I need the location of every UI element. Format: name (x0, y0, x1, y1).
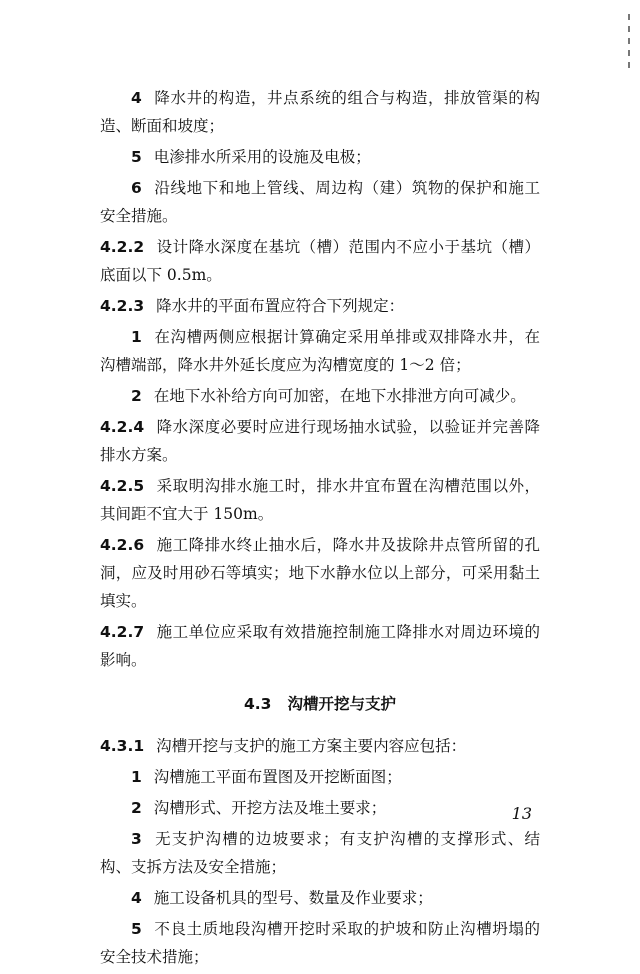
item-number: 3 (131, 830, 142, 848)
list-item (100, 382, 540, 410)
clause-number: 4.2.2 (100, 238, 145, 256)
paragraph-text: 施工设备机具的型号、数量及作业要求； (153, 889, 433, 907)
paragraph-text: 无支护沟槽的边坡要求；有支护沟槽的支撑形式、结构、支拆方法及安全措施； (100, 830, 540, 876)
clause-number: 4.2.3 (100, 297, 145, 315)
text-column (100, 84, 540, 974)
paragraph-text: 电渗排水所采用的设施及电极； (153, 148, 371, 166)
paragraph-text: 在沟槽两侧应根据计算确定采用单排或双排降水井，在沟槽端部，降水井外延长度应为沟槽宽度的 1～2 倍； (100, 328, 540, 374)
item-number: 2 (131, 387, 142, 405)
item-number: 2 (131, 799, 142, 817)
clause-paragraph (100, 618, 540, 674)
list-item (100, 143, 540, 171)
section-heading (100, 692, 540, 716)
paragraph-text: 不良土质地段沟槽开挖时采取的护坡和防止沟槽坍塌的安全技术措施； (100, 920, 540, 966)
paragraph-text: 降水深度必要时应进行现场抽水试验，以验证并完善降排水方案。 (100, 418, 540, 464)
clause-number: 4.2.4 (100, 418, 145, 436)
clause-number: 4.3.1 (100, 737, 145, 755)
paragraph-text: 施工降排水终止抽水后，降水井及拔除井点管所留的孔洞，应及时用砂石等填实；地下水静水位以上部分，可采用黏土填实。 (100, 536, 540, 610)
list-item (100, 915, 540, 971)
item-number: 1 (131, 768, 142, 786)
clause-paragraph (100, 531, 540, 615)
paragraph-text: 设计降水深度在基坑（槽）范围内不应小于基坑（槽）底面以下 0.5m。 (100, 238, 540, 284)
item-number: 4 (131, 889, 142, 907)
paragraph-text: 降水井的平面布置应符合下列规定： (156, 297, 405, 315)
paragraph-text: 降水井的构造，井点系统的组合与构造，排放管渠的构造、断面和坡度； (100, 89, 540, 135)
clause-paragraph (100, 292, 540, 320)
clause-paragraph (100, 472, 540, 528)
paragraph-text: 沟槽施工平面布置图及开挖断面图； (153, 768, 402, 786)
paragraph-text: 沟槽开挖与支护的施工方案主要内容应包括： (156, 737, 467, 755)
clause-number: 4.2.7 (100, 623, 145, 641)
list-item (100, 323, 540, 379)
clause-number: 4.2.6 (100, 536, 145, 554)
list-item (100, 825, 540, 881)
item-number: 5 (131, 920, 142, 938)
clause-paragraph (100, 233, 540, 289)
item-number: 5 (131, 148, 142, 166)
list-item (100, 84, 540, 140)
item-number: 6 (131, 179, 142, 197)
section-title: 沟槽开挖与支护 (287, 695, 396, 713)
item-number: 4 (131, 89, 142, 107)
clause-paragraph (100, 413, 540, 469)
paragraph-text: 沟槽形式、开挖方法及堆土要求； (153, 799, 387, 817)
list-item (100, 174, 540, 230)
paragraph-text: 沿线地下和地上管线、周边构（建）筑物的保护和施工安全措施。 (100, 179, 540, 225)
paragraph-text: 施工单位应采取有效措施控制施工降排水对周边环境的影响。 (100, 623, 540, 669)
paragraph-text: 在地下水补给方向可加密，在地下水排泄方向可减少。 (153, 387, 526, 405)
paragraph-text: 采取明沟排水施工时，排水井宜布置在沟槽范围以外，其间距不宜大于 150m。 (100, 477, 540, 523)
list-item (100, 763, 540, 791)
list-item (100, 884, 540, 912)
section-number: 4.3 (244, 695, 272, 713)
list-item (100, 794, 540, 822)
clause-paragraph (100, 732, 540, 760)
item-number: 1 (131, 328, 142, 346)
clause-number: 4.2.5 (100, 477, 145, 495)
scan-edge-mark (628, 14, 630, 74)
page-number: 13 (511, 804, 532, 823)
